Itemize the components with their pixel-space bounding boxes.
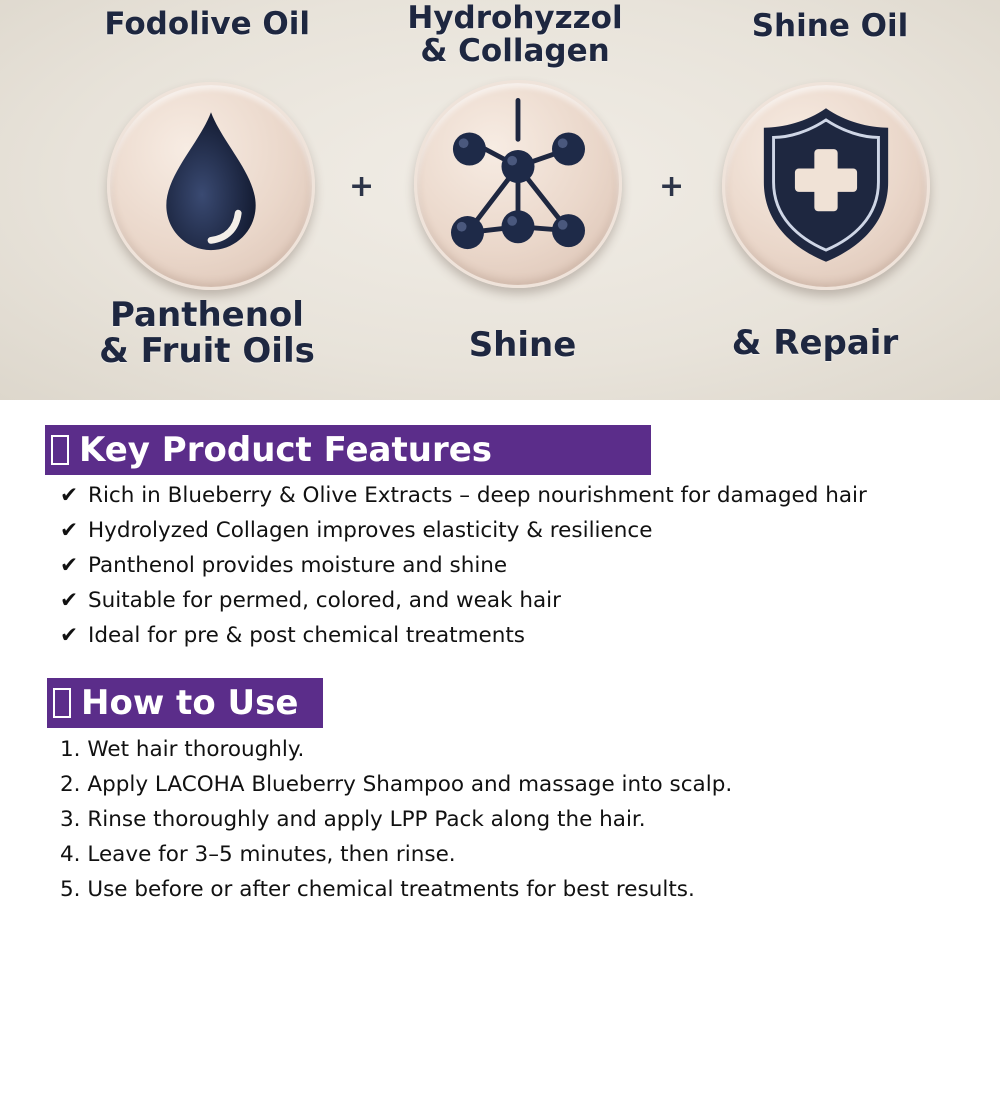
features-title: Key Product Features <box>79 430 493 470</box>
unrendered-emoji-icon <box>51 435 69 465</box>
infographic-bottom-label-2: Shine <box>468 325 577 365</box>
how-to-use-heading <box>47 678 323 728</box>
how-to-use-title: How to Use <box>81 683 299 723</box>
list-item: 5. Use before or after chemical treatments for best results. <box>60 877 695 902</box>
check-icon: ✔ <box>60 553 79 578</box>
how-to-use-steps <box>60 732 732 907</box>
step-number: 3. <box>60 807 81 832</box>
step-number: 2. <box>60 772 81 797</box>
step-number: 1. <box>60 737 81 762</box>
plus-separator-1: + <box>349 169 375 204</box>
shield-plus-icon <box>725 85 927 287</box>
list-item: 4. Leave for 3–5 minutes, then rinse. <box>60 842 456 867</box>
check-icon: ✔ <box>60 623 79 648</box>
ingredient-infographic <box>0 0 1000 400</box>
list-item: ✔ Suitable for permed, colored, and weak hair <box>60 583 867 618</box>
list-item: ✔ Rich in Blueberry & Olive Extracts – deep nourishment for damaged hair <box>60 478 867 513</box>
molecule-icon <box>417 83 619 285</box>
collagen-circle <box>414 80 622 288</box>
infographic-top-label-3: Shine Oil <box>751 8 909 44</box>
check-icon: ✔ <box>60 483 79 508</box>
step-number: 4. <box>60 842 81 867</box>
check-icon: ✔ <box>60 518 79 543</box>
features-heading <box>45 425 651 475</box>
infographic-top-label-2: Hydrohyzzol & Collagen <box>407 0 623 69</box>
list-item: ✔ Hydrolyzed Collagen improves elasticity & resilience <box>60 513 867 548</box>
list-item: ✔ Ideal for pre & post chemical treatments <box>60 618 867 653</box>
plus-separator-2: + <box>659 169 685 204</box>
infographic-top-label-1: Fodolive Oil <box>104 6 310 42</box>
features-list <box>60 478 867 653</box>
check-icon: ✔ <box>60 588 79 613</box>
oil-circle <box>107 82 315 290</box>
repair-circle <box>722 82 930 290</box>
oil-drop-icon <box>110 85 312 287</box>
list-item: 1. Wet hair thoroughly. <box>60 737 305 762</box>
list-item: 2. Apply LACOHA Blueberry Shampoo and massage into scalp. <box>60 772 733 797</box>
list-item: 3. Rinse thoroughly and apply LPP Pack along the hair. <box>60 807 646 832</box>
step-number: 5. <box>60 877 81 902</box>
list-item: ✔ Panthenol provides moisture and shine <box>60 548 867 583</box>
unrendered-emoji-icon <box>53 688 71 718</box>
infographic-bottom-label-1: Panthenol & Fruit Oils <box>99 295 315 371</box>
infographic-bottom-label-3: & Repair <box>731 323 899 363</box>
